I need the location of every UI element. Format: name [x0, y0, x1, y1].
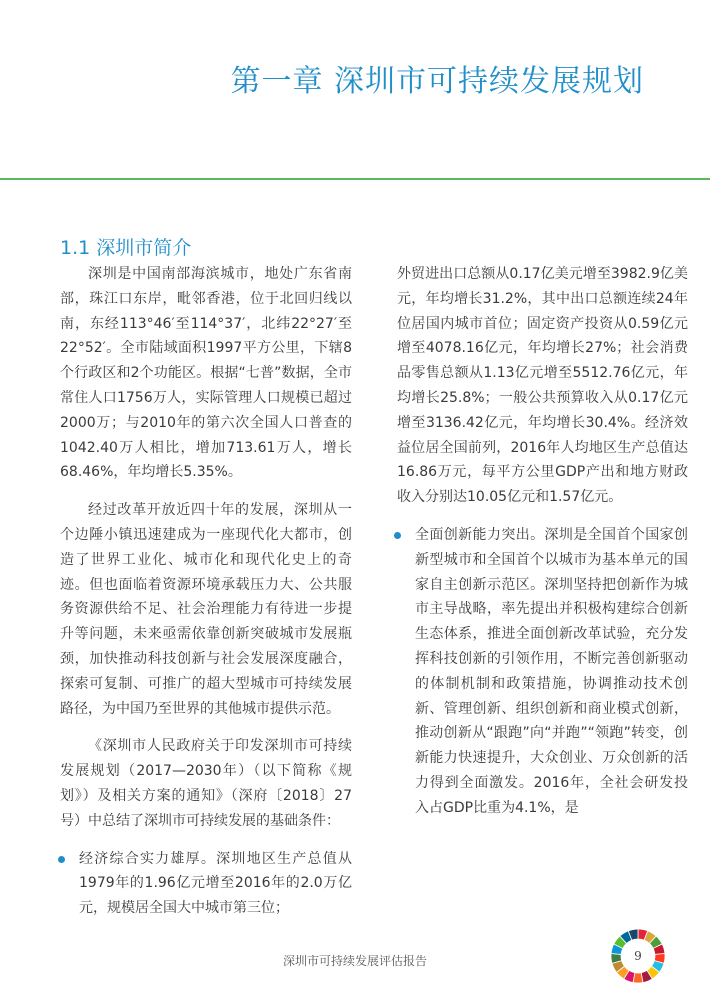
section-title: 1.1 深圳市简介 [60, 237, 192, 259]
header-divider [0, 178, 710, 180]
bullet-dot-icon [58, 856, 65, 863]
footer-report-title: 深圳市可持续发展评估报告 [282, 954, 427, 968]
chapter-title: 第一章 深圳市可持续发展规划 [230, 64, 644, 99]
bullet-item-economy [60, 847, 352, 921]
paragraph-intro: 深圳是中国南部海滨城市，地处广东省南部，珠江口东岸，毗邻香港，位于北回归线以南，东经113°46′至114°37′，北纬22°27′至22°52′。全市陆域面积1997平方公里，下辖8个行政区和2个功能区。根据“七普”数据，全市常住人口1756万人，实际管理人口规模已超过2000万；与2010年的第六次全国人口普查的1042.40万人相比，增加713.61万人，增长68.46%，年均增长5.35%。 [60, 266, 352, 481]
paragraph-economy-continued: 外贸进出口总额从0.17亿美元增至3982.9亿美元，年均增长31.2%，其中出口总额连续24年位居国内城市首位；固定资产投资从0.59亿元增至4078.16亿元，年均增长27%；社会消费品零售总额从1.13亿元增至5512.76亿元，年均增长25.8%；一般公共预算收入从0.17亿元增至3136.42亿元，年均增长30.4%。经济效益位居全国前列，2016年人均地区生产总值达16.86万元，每平方公里GDP产出和地方财政收入分别达10.05亿元和1.57亿元。 [397, 266, 688, 506]
right-column [396, 262, 688, 834]
bullet-item-innovation [396, 523, 688, 821]
bullet-dot-icon [394, 532, 401, 539]
paragraph-plan-notice: 《深圳市人民政府关于印发深圳市可持续发展规划（2017—2030年）（以下简称《规划》）及相关方案的通知》（深府〔2018〕27号）中总结了深圳市可持续发展的基础条件： [60, 738, 352, 829]
bullet-text: 经济综合实力雄厚。深圳地区生产总值从1979年的1.96亿元增至2016年的2.0万亿元，规模居全国大中城市第三位； [79, 850, 352, 917]
paragraph-development: 经过改革开放近四十年的发展，深圳从一个边陲小镇迅速建成为一座现代化大都市，创造了世界工业化、城市化和现代化史上的奇迹。但也面临着资源环境承载压力大、公共服务资源供给不足、社会治理能力有待进一步提升等问题，未来亟需依靠创新突破城市发展瓶颈，加快推动科技创新与社会发展深度融合，探索可复制、可推广的超大型城市可持续发展路径，为中国乃至世界的其他城市提供示范。 [60, 502, 352, 717]
page-number: 9 [634, 949, 642, 963]
left-column [60, 262, 352, 934]
bullet-text: 全面创新能力突出。深圳是全国首个国家创新型城市和全国首个以城市为基本单元的国家自主创新示范区。深圳坚持把创新作为城市主导战略，率先提出并积极构建综合创新生态体系，推进全面创新改革试验，充分发挥科技创新的引领作用，不断完善创新驱动的体制机制和政策措施，协调推动技术创新、管理创新、组织创新和商业模式创新，推动创新从“跟跑”向“并跑”“领跑”转变，创新能力快速提升，大众创业、万众创新的活力得到全面激发。2016年，全社会研发投入占GDP比重为4.1%，是 [415, 526, 688, 816]
bullet-continuation [396, 262, 688, 510]
